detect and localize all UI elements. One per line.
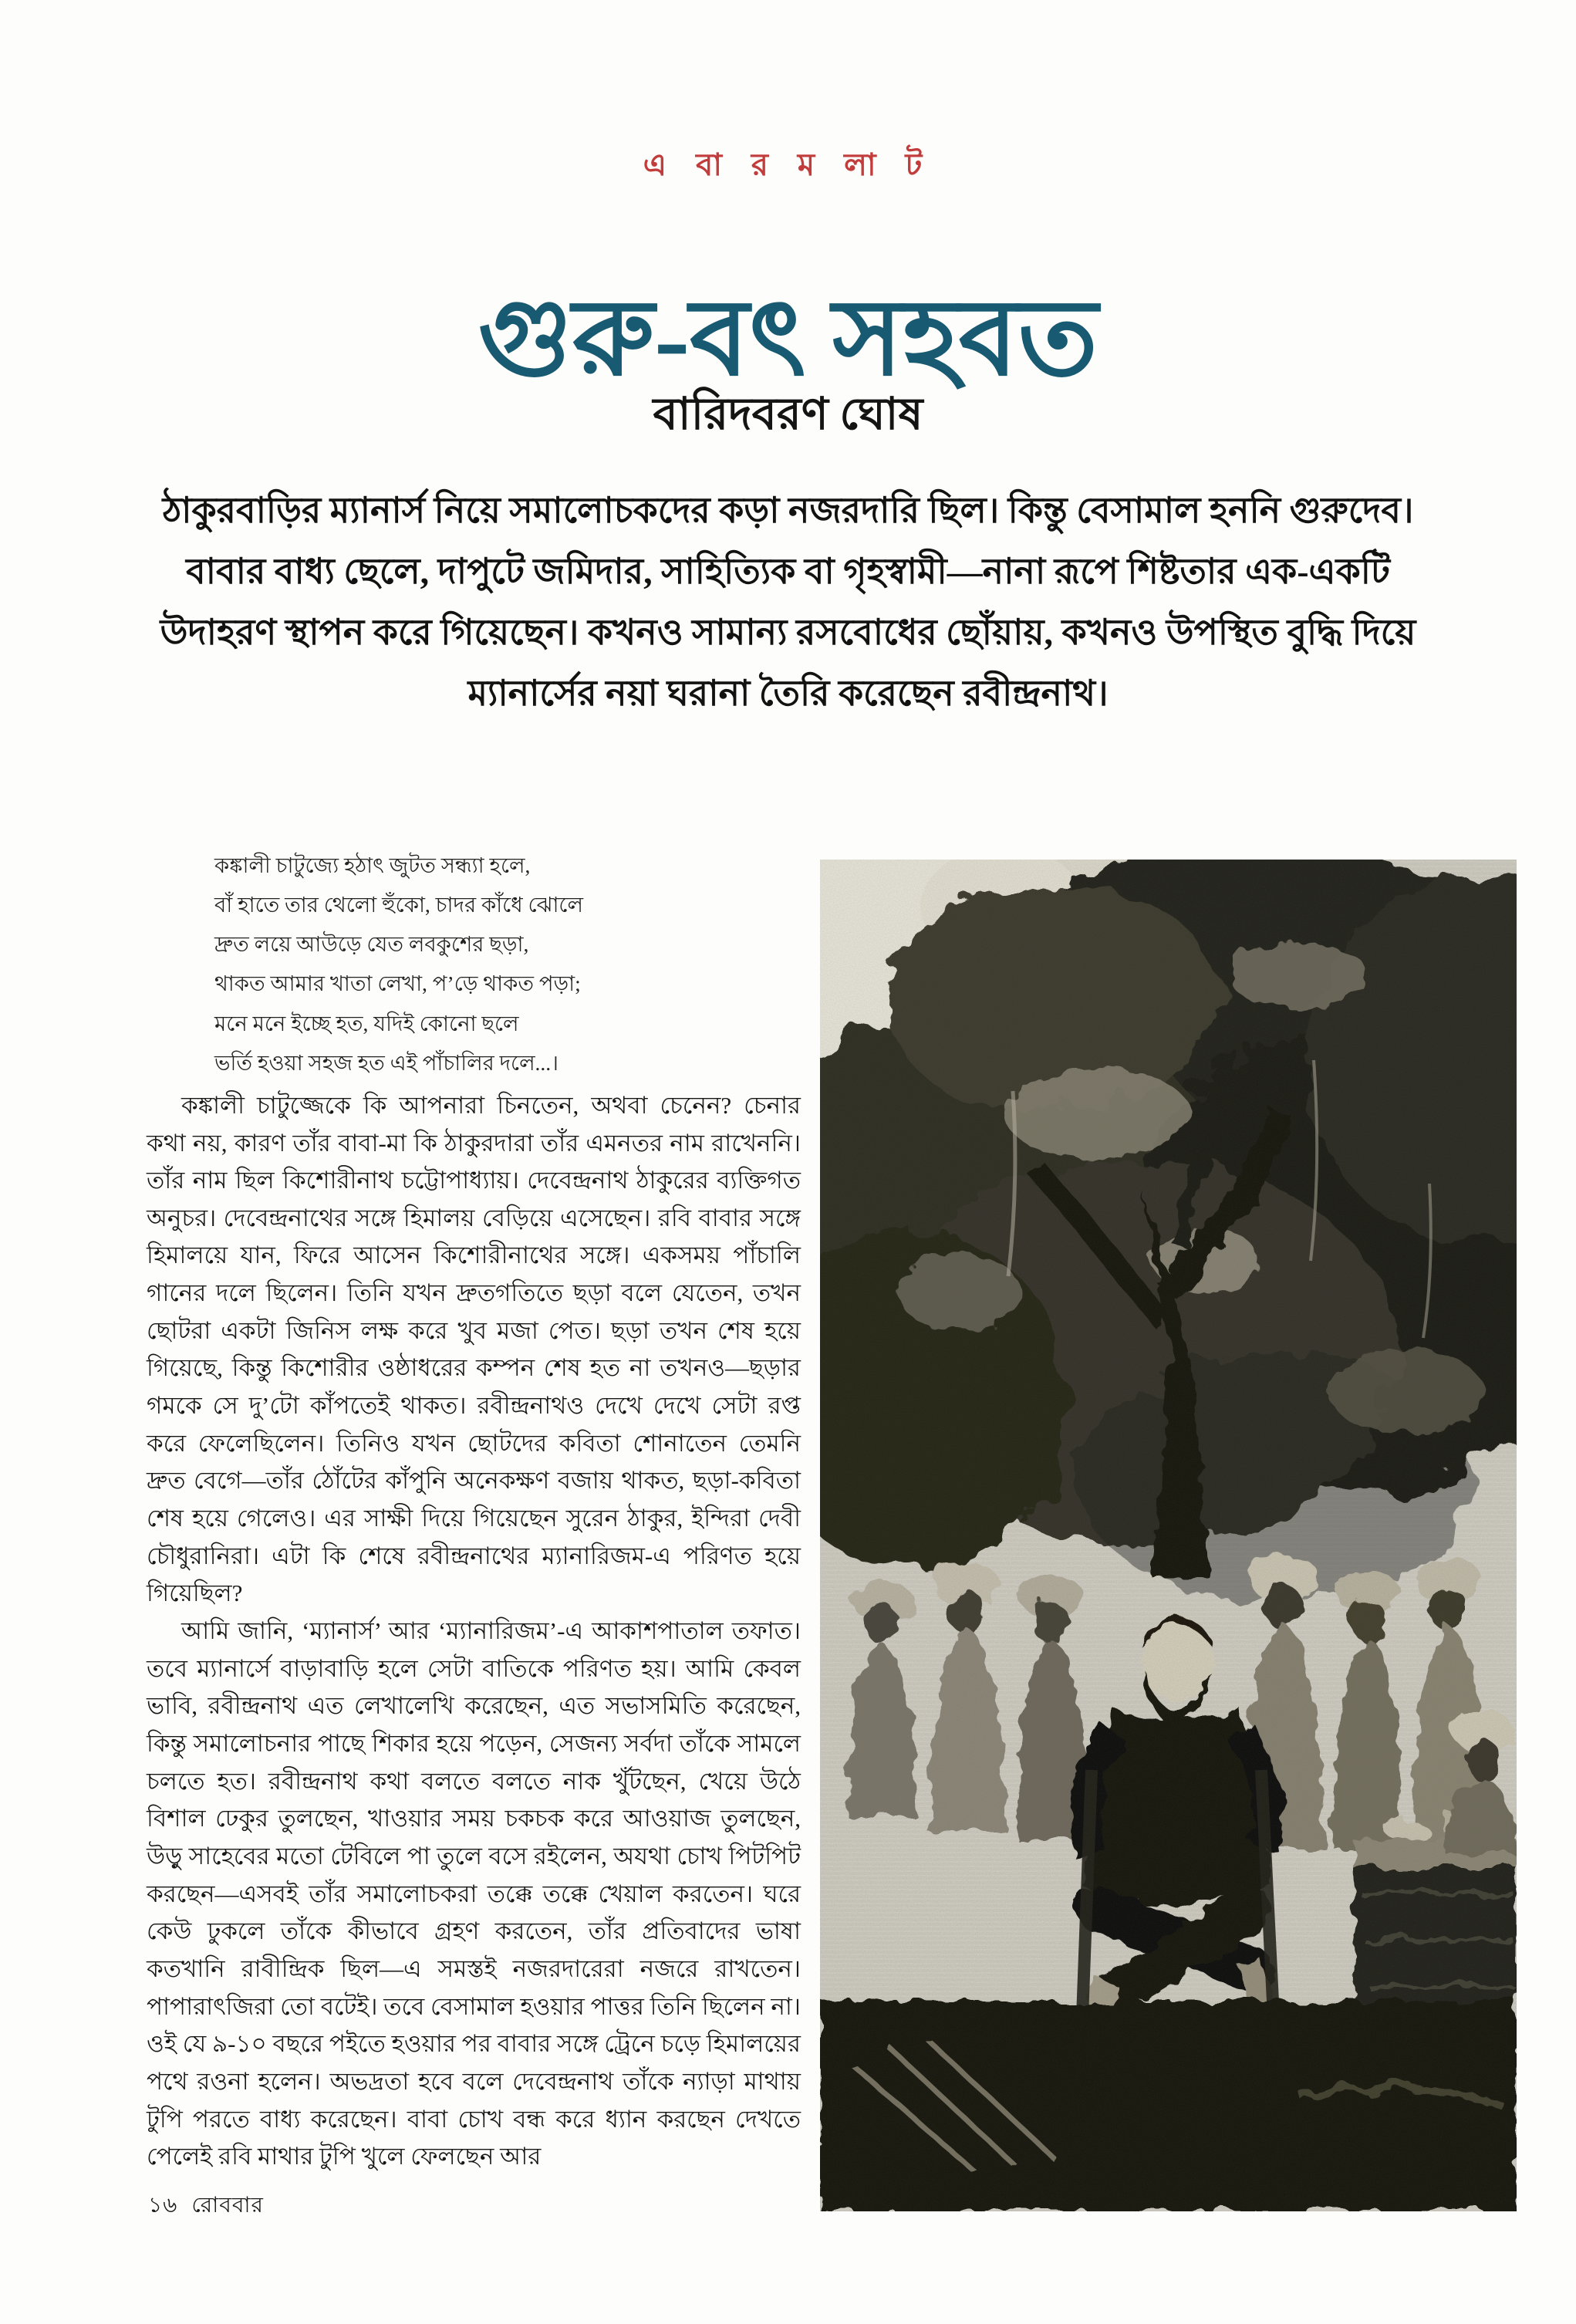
magazine-name: রোববার xyxy=(191,2194,264,2218)
poem-line: থাকত আমার খাতা লেখা, প’ড়ে থাকত পড়া; xyxy=(214,971,581,996)
page-number: ১৬ xyxy=(148,2194,178,2218)
body-paragraph: আমি জানি, ‘ম্যানার্স’ আর ‘ম্যানারিজম’-এ আকাশপাতাল তফাত। তবে ম্যানার্সে বাড়াবাড়ি হলে সেটা বাতিকে পরিণত হয়। আমি কেবল ভাবি, রবীন্দ্রনাথ এত লেখালেখি করেছেন, এত সভাসমিতি করেছেন, কিন্তু সমালোচনার পাছে শিকার হয়ে পড়েন, সেজন্য সর্বদা তাঁকে সামলে চলতে হত। রবীন্দ্রনাথ কথা বলতে বলতে নাক খুঁটছেন, খেয়ে উঠে বিশাল ঢেকুর তুলছেন, খাওয়ার সময় চকচক করে আওয়াজ তুলছেন, উড়ু সাহেবের মতো টেবিলে পা তুলে বসে রইলেন, অযথা চোখ পিটপিট করছেন—এসবই তাঁর সমালোচকরা তক্কে তক্কে খেয়াল করতেন। ঘরে কেউ ঢুকলে তাঁকে কীভাবে গ্রহণ করতেন, তাঁর প্রতিবাদের ভাষা কতখানি রাবীন্দ্রিক ছিল—এ সমস্তই নজরদারেরা নজরে রাখতেন। পাপারাৎজিরা তো বটেই। তবে বেসামাল হওয়ার পাত্তর তিনি ছিলেন না। ওই যে ৯-১০ বছরে পইতে হওয়ার পর বাবার সঙ্গে ট্রেনে চড়ে হিমালয়ের পথে রওনা হলেন। অভদ্রতা হবে বলে দেবেন্দ্রনাথ তাঁকে ন্যাড়া মাথায় টুপি পরতে বাধ্য করেছেন। বাবা চোখ বন্ধ করে ধ্যান করছেন দেখতে পেলেই রবি মাথার টুপি খুলে ফেলছেন আর xyxy=(147,1617,801,2170)
poem-line: ভর্তি হওয়া সহজ হত এই পাঁচালির দলে...। xyxy=(214,1050,559,1075)
article-body-column xyxy=(147,846,801,2176)
article-title: গুরু-বৎ সহবত xyxy=(478,279,1098,398)
standfirst: ঠাকুরবাড়ির ম্যানার্স নিয়ে সমালোচকদের কড়া নজরদারি ছিল। কিন্তু বেসামাল হননি গুরুদেব। বাবার বাধ্য ছেলে, দাপুটে জমিদার, সাহিত্যিক বা গৃহস্বামী—নানা রূপে শিষ্টতার এক-একটি উদাহরণ স্থাপন করে গিয়েছেন। কখনও সামান্য রসবোধের ছোঁয়ায়, কখনও উপস্থিত বুদ্ধি দিয়ে ম্যানার্সের নয়া ঘরানা তৈরি করেছেন রবীন্দ্রনাথ। xyxy=(160,491,1416,714)
section-kicker: এ বা র ম লা ট xyxy=(643,147,933,182)
author-byline: বারিদবরণ ঘোষ xyxy=(653,389,923,439)
article-illustration xyxy=(820,860,1517,2211)
poem-line: কঙ্কালী চাটুজ্যে হঠাৎ জুটত সন্ধ্যা হলে, xyxy=(214,853,531,877)
poem-line: বাঁ হাতে তার থেলো হুঁকো, চাদর কাঁধে ঝোলে xyxy=(214,893,583,917)
poem-quote xyxy=(147,846,801,1083)
poem-line: দ্রুত লয়ে আউড়ে যেত লবকুশের ছড়া, xyxy=(214,932,529,957)
page-footer xyxy=(148,2188,264,2224)
body-paragraph: কঙ্কালী চাটুজ্জেকে কি আপনারা চিনতেন, অথবা চেনেন? চেনার কথা নয়, কারণ তাঁর বাবা-মা কি ঠাকুরদারা তাঁর এমনতর নাম রাখেননি। তাঁর নাম ছিল কিশোরীনাথ চট্টোপাধ্যায়। দেবেন্দ্রনাথ ঠাকুরের ব্যক্তিগত অনুচর। দেবেন্দ্রনাথের সঙ্গে হিমালয় বেড়িয়ে এসেছেন। রবি বাবার সঙ্গে হিমালয়ে যান, ফিরে আসেন কিশোরীনাথের সঙ্গে। একসময় পাঁচালি গানের দলে ছিলেন। তিনি যখন দ্রুতগতিতে ছড়া বলে যেতেন, তখন ছোটরা একটা জিনিস লক্ষ করে খুব মজা পেত। ছড়া তখন শেষ হয়ে গিয়েছে, কিন্তু কিশোরীর ওষ্ঠাধরের কম্পন শেষ হত না তখনও—ছড়ার গমকে সে দু’টো কাঁপতেই থাকত। রবীন্দ্রনাথও দেখে দেখে সেটা রপ্ত করে ফেলেছিলেন। তিনিও যখন ছোটদের কবিতা শোনাতেন তেমনি দ্রুত বেগে—তাঁর ঠোঁটের কাঁপুনি অনেকক্ষণ বজায় থাকত, ছড়া-কবিতা শেষ হয়ে গেলেও। এর সাক্ষী দিয়ে গিয়েছেন সুরেন ঠাকুর, ইন্দিরা দেবী চৌধুরানিরা। এটা কি শেষে রবীন্দ্রনাথের ম্যানারিজম-এ পরিণত হয়ে গিয়েছিল? xyxy=(147,1091,801,1607)
poem-line: মনে মনে ইচ্ছে হত, যদিই কোনো ছলে xyxy=(214,1011,519,1035)
engraving-illustration xyxy=(820,860,1517,2211)
body-text xyxy=(147,1087,801,2176)
grain-overlay xyxy=(820,860,1517,2211)
